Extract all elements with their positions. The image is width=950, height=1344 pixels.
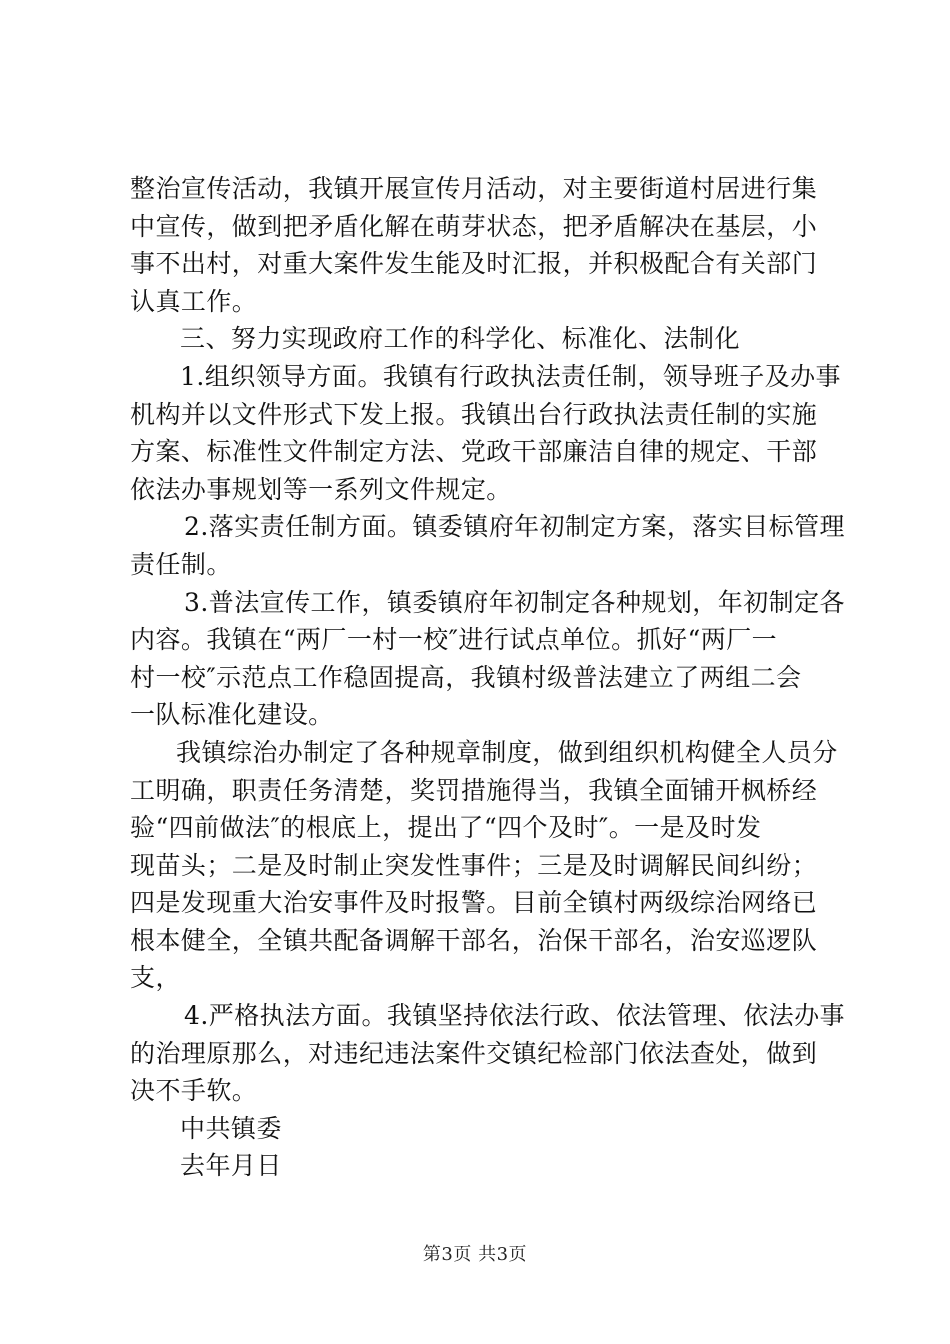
document-body xyxy=(130,170,846,1185)
text-line: 的治理原那么，对违纪违法案件交镇纪检部门依法查处，做到 xyxy=(130,1038,818,1068)
text-line: 2.落实责任制方面。镇委镇府年初制定方案，落实目标管理 xyxy=(184,512,846,542)
text-line: 方案、标准性文件制定方法、党政干部廉洁自律的规定、干部 xyxy=(130,437,818,467)
text-line: 认真工作。 xyxy=(130,286,258,316)
text-line: 我镇综治办制定了各种规章制度，做到组织机构健全人员分 xyxy=(176,737,838,767)
text-line: 工明确，职责任务清楚，奖罚措施得当，我镇全面铺开枫桥经 xyxy=(130,775,818,805)
text-line: 村一校″示范点工作稳固提高，我镇村级普法建立了两组二会 xyxy=(130,662,802,692)
text-line: 整治宣传活动，我镇开展宣传月活动，对主要街道村居进行集 xyxy=(130,174,818,203)
text-line: 中宣传，做到把矛盾化解在萌芽状态，把矛盾解决在基层，小 xyxy=(130,211,818,241)
text-line: 四是发现重大治安事件及时报警。目前全镇村两级综治网络已 xyxy=(130,888,818,918)
text-line: 现苗头；二是及时制止突发性事件；三是及时调解民间纠纷； xyxy=(130,850,818,880)
page-number-footer: 第3页 共3页 xyxy=(422,1244,528,1265)
text-line: 根本健全，全镇共配备调解干部名，治保干部名，治安巡逻队 xyxy=(130,925,818,955)
text-line: 依法办事规划等一系列文件规定。 xyxy=(130,474,512,504)
text-line: 一队标准化建设。 xyxy=(130,700,334,730)
text-line: 支， xyxy=(130,963,181,993)
signature-org: 中共镇委 xyxy=(180,1113,282,1143)
text-line: 1.组织领导方面。我镇有行政执法责任制，领导班子及办事 xyxy=(180,361,842,391)
text-line: 责任制。 xyxy=(130,549,232,579)
text-line: 事不出村，对重大案件发生能及时汇报，并积极配合有关部门 xyxy=(130,249,818,279)
section-heading: 三、努力实现政府工作的科学化、标准化、法制化 xyxy=(180,324,740,354)
text-line: 3.普法宣传工作，镇委镇府年初制定各种规划，年初制定各 xyxy=(184,587,846,617)
text-line: 决不手软。 xyxy=(130,1076,258,1106)
signature-date: 去年月日 xyxy=(180,1151,282,1181)
text-line: 机构并以文件形式下发上报。我镇出台行政执法责任制的实施 xyxy=(130,399,818,429)
text-line: 内容。我镇在“两厂一村一校″进行试点单位。抓好“两厂一 xyxy=(130,625,778,655)
text-line: 4.严格执法方面。我镇坚持依法行政、依法管理、依法办事 xyxy=(184,1001,846,1031)
text-line: 验“四前做法″的根底上，提出了“四个及时″。一是及时发 xyxy=(130,813,762,843)
